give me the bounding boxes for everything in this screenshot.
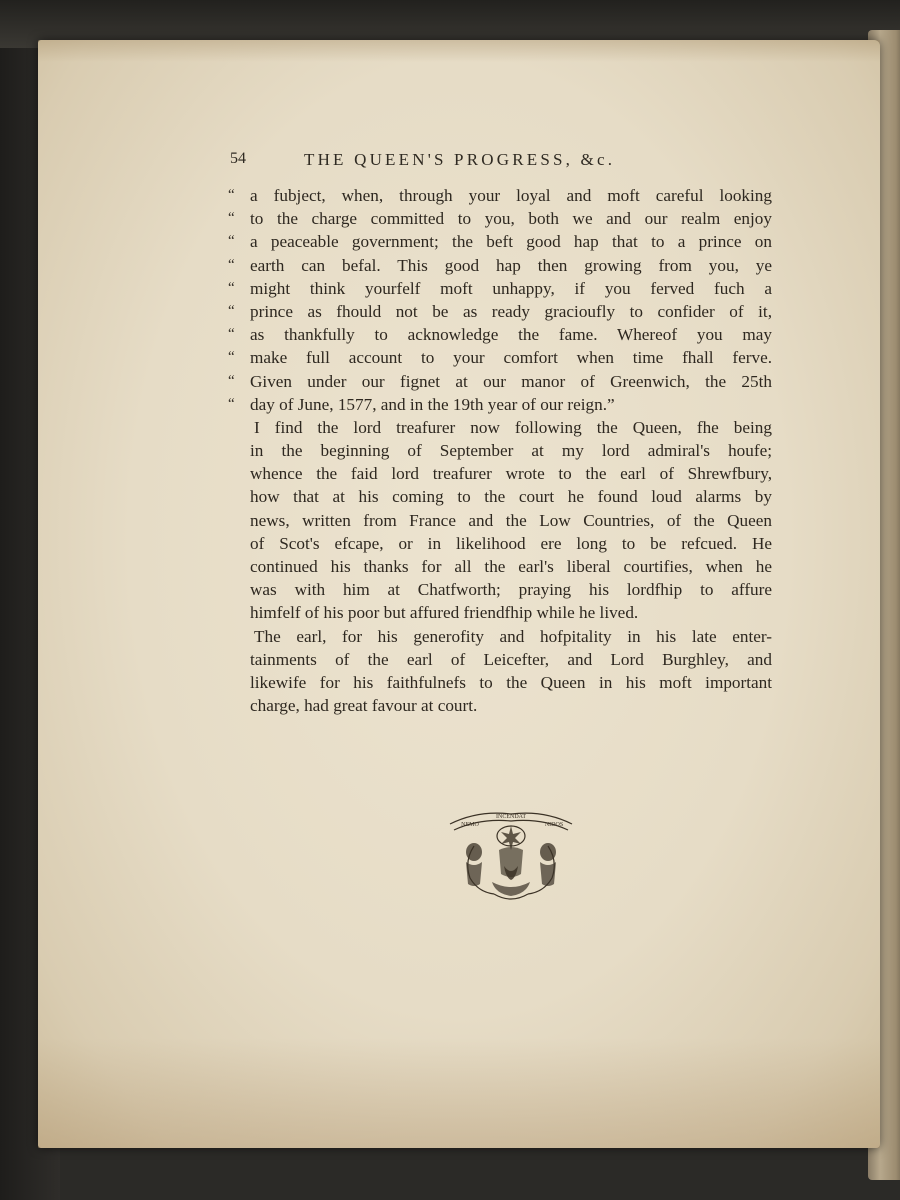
quote-mark: “ (228, 372, 235, 389)
quoted-line-text: might think yourfelf moft unhappy, if you ferved fuch a (250, 278, 772, 298)
quoted-line (228, 254, 772, 277)
quote-mark: “ (228, 395, 235, 412)
quoted-line-text: a fubject, when, through your loyal and moft careful looking (250, 186, 772, 205)
quoted-line-text: make full account to your comfort when time fhall ferve. (250, 348, 772, 368)
quote-mark: “ (228, 233, 235, 250)
quoted-line (228, 300, 772, 323)
body-text (228, 184, 772, 717)
quoted-line (228, 277, 772, 300)
paragraph-treasurer (250, 416, 772, 625)
paragraph-line: of Scot's efcape, or in likelihood ere long to be refcued. He (250, 533, 772, 553)
quoted-line (228, 393, 772, 416)
quote-mark: “ (228, 302, 235, 319)
paragraph-line: how that at his coming to the court he found loud alarms by (250, 487, 772, 507)
quoted-line-text: prince as fhould not be as ready gracioufly to confider of it, (250, 301, 772, 321)
ornament-motto-left: NEMO (461, 822, 479, 828)
paragraph-earl (250, 625, 772, 718)
quote-mark: “ (228, 256, 235, 273)
paragraph-line: tainments of the earl of Leicefter, and Lord Burghley, and (250, 649, 772, 669)
paragraph-line: himfelf of his poor but affured friendfhip while he lived. (250, 603, 639, 623)
quoted-line (228, 323, 772, 346)
running-head (230, 150, 750, 176)
quoted-line (228, 207, 772, 230)
quoted-line (228, 230, 772, 253)
quoted-line-text: Given under our fignet at our manor of Greenwich, the 25th (250, 371, 772, 391)
paragraph-line: I find the lord treafurer now following the Queen, fhe being (254, 417, 772, 437)
paragraph-line: news, written from France and the Low Countries, of the Queen (250, 510, 772, 530)
quoted-line-text: day of June, 1577, and in the 19th year of our reign.” (250, 394, 615, 414)
quote-mark: “ (228, 349, 235, 366)
paragraph-line: The earl, for his generofity and hofpitality in his late enter- (254, 626, 772, 646)
quoted-letter (228, 184, 772, 416)
paragraph-line: likewife for his faithfulnefs to the Queen in his moft important (250, 672, 772, 692)
paragraph-line: whence the faid lord treafurer wrote to the earl of Shrewfbury, (250, 464, 772, 484)
quoted-line-text: as thankfully to acknowledge the fame. Whereof you may (250, 325, 772, 345)
quoted-line-text: to the charge committed to you, both we and our realm enjoy (250, 209, 772, 229)
quote-mark: “ (228, 187, 235, 203)
printer-ornament (444, 806, 578, 906)
paragraph-line: continued his thanks for all the earl's liberal courtifies, when he (250, 557, 772, 576)
paragraph-line: in the beginning of September at my lord admiral's houfe; (250, 441, 772, 461)
quoted-line-text: a peaceable government; the beft good hap that to a prince on (250, 232, 772, 252)
paragraph-line: was with him at Chatfworth; praying his lordfhip to affure (250, 580, 772, 600)
quoted-line (228, 184, 772, 207)
ornament-motto-right: NIDOS (544, 822, 564, 828)
ornament-motto-center: INCENDAT (496, 814, 526, 820)
quoted-line (228, 346, 772, 369)
quote-mark: “ (228, 279, 235, 296)
paragraph-line: charge, had great favour at court. (250, 696, 478, 716)
quote-mark: “ (228, 210, 235, 227)
quote-mark: “ (228, 326, 235, 343)
quoted-line (228, 370, 772, 393)
page-number: 54 (230, 150, 246, 167)
running-head-title: THE QUEEN'S PROGRESS, &c. (304, 150, 616, 169)
quoted-line-text: earth can befal. This good hap then growing from you, ye (250, 255, 772, 275)
